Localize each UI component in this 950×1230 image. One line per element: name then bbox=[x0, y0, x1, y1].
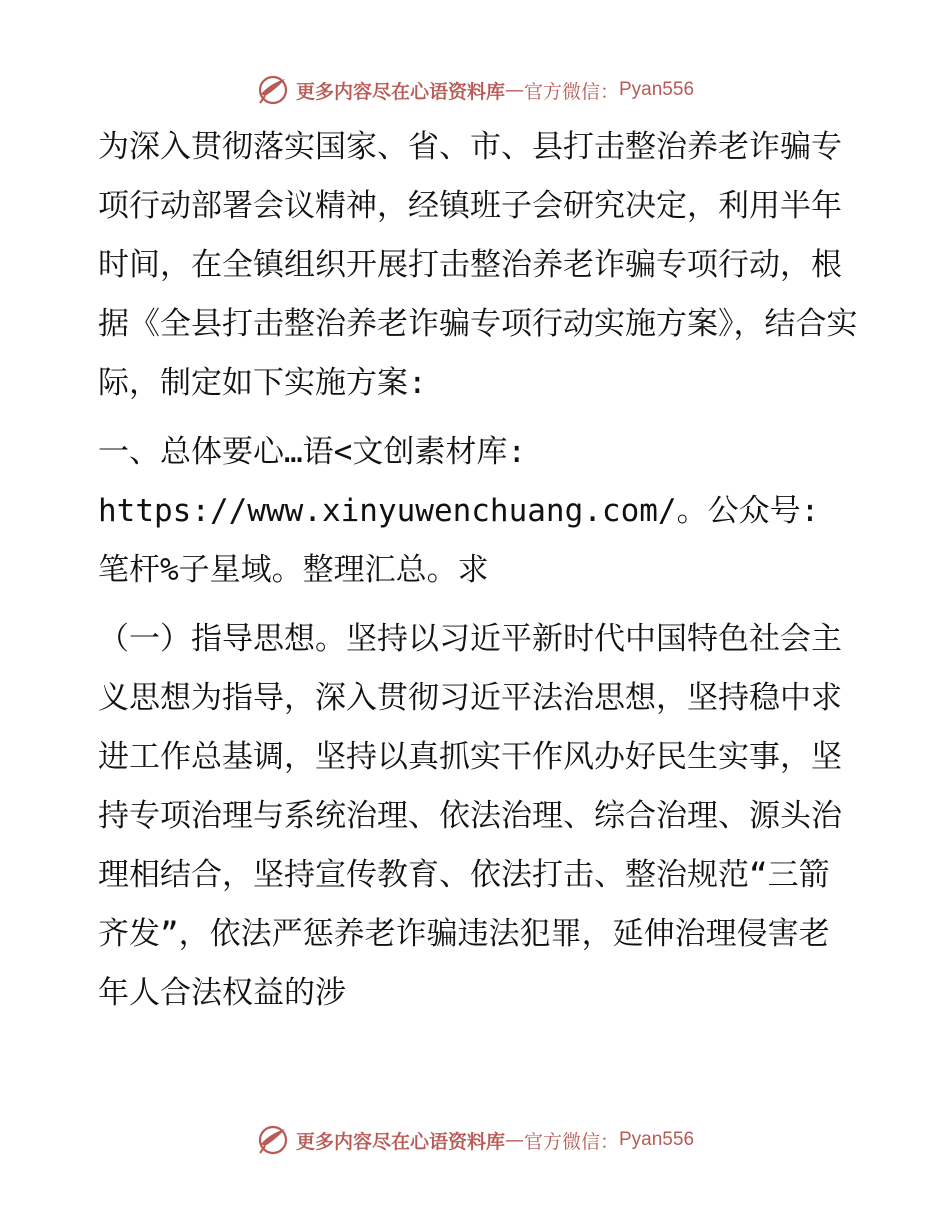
header-watermark bbox=[0, 70, 950, 110]
watermark-wechat-label: 官方微信： bbox=[523, 80, 619, 103]
watermark-wechat-id: Pyan556 bbox=[619, 79, 695, 100]
pen-feather-logo-icon bbox=[256, 1123, 290, 1157]
watermark-lead-text: 更多内容尽在心语资料库 bbox=[295, 80, 505, 103]
document-body bbox=[98, 118, 858, 1023]
intro-paragraph: 为深入贯彻落实国家、省、市、县打击整治养老诈骗专项行动部署会议精神，经镇班子会研究决定，利用半年时间，在全镇组织开展打击整治养老诈骗专项行动，根据《全县打击整治养老诈骗专项行动实施方案》，结合实际，制定如下实施方案: bbox=[98, 129, 858, 401]
watermark-lead-text: 更多内容尽在心语资料库 bbox=[295, 1130, 505, 1153]
section-one-paragraph: 一、总体要心…语<文创素材库: https://www.xinyuwenchuang.com/。公众号: 笔杆%子星域。整理汇总。求 bbox=[98, 434, 820, 588]
watermark-wechat-label: 官方微信： bbox=[523, 1130, 619, 1153]
pen-feather-logo-icon bbox=[256, 73, 290, 107]
watermark-dash: — bbox=[504, 1129, 524, 1151]
watermark-wechat-id: Pyan556 bbox=[619, 1129, 695, 1150]
guiding-thought-paragraph: （一）指导思想。坚持以习近平新时代中国特色社会主义思想为指导，深入贯彻习近平法治思想，坚持稳中求进工作总基调，坚持以真抓实干作风办好民生实事，坚持专项治理与系统治理、依法治理、综合治理、源头治理相结合，坚持宣传教育、依法打击、整治规范“三箭齐发”，依法严惩养老诈骗违法犯罪，延伸治理侵害老年人合法权益的涉 bbox=[98, 621, 842, 1011]
watermark-dash: — bbox=[504, 79, 524, 101]
footer-watermark bbox=[0, 1120, 950, 1160]
